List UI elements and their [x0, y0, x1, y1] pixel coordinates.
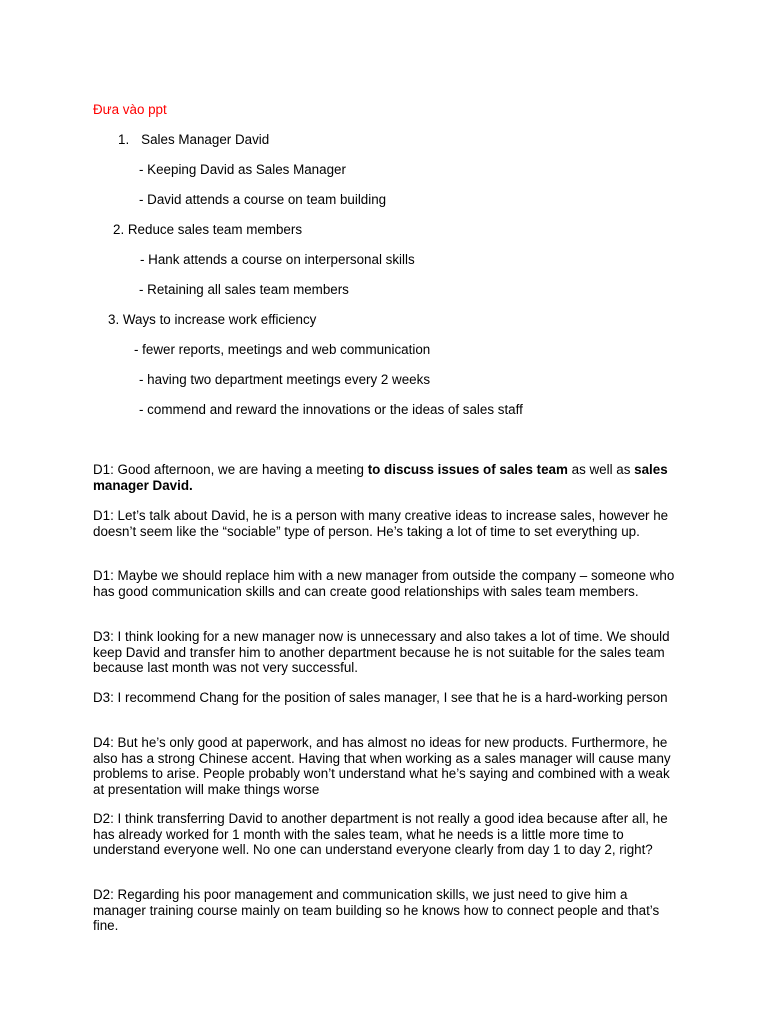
outline-section-1-bullet-1: - Keeping David as Sales Manager: [139, 162, 346, 177]
outline-section-2-bullet-1: - Hank attends a course on interpersonal skills: [140, 252, 415, 267]
outline-section-1-title: Sales Manager David: [141, 132, 270, 147]
dialogue-p1-emphasis-topic: to discuss issues of sales team: [367, 462, 568, 477]
outline-section-3: 3. Ways to increase work efficiency: [108, 312, 317, 327]
outline-section-1: [118, 132, 269, 148]
outline-section-3-bullet-1: - fewer reports, meetings and web communication: [134, 342, 431, 357]
dialogue-paragraph-7: D2: I think transferring David to another department is not really a good idea because after all, he has already worked for 1 month with the sales team, what he needs is a little more time to understand everyone well. No one can understand everyone clearly from day 1 to day 2, right?: [93, 811, 668, 858]
outline-section-3-bullet-3: - commend and reward the innovations or the ideas of sales staff: [139, 402, 523, 417]
outline-section-3-bullet-2: - having two department meetings every 2 weeks: [139, 372, 431, 387]
dialogue-p1-intro: D1: Good afternoon, we are having a meeting: [93, 462, 368, 477]
dialogue-paragraph-4: D3: I think looking for a new manager now is unnecessary and also takes a lot of time. We should keep David and transfer him to another department because he is not suitable for the sales team because last month was not very successful.: [93, 629, 670, 676]
outline-section-2: 2. Reduce sales team members: [113, 222, 303, 237]
outline-section-1-number: 1.: [118, 132, 130, 147]
document-heading: Đưa vào ppt: [93, 102, 167, 117]
dialogue-paragraph-1: [93, 462, 683, 493]
dialogue-p1-connector: as well as: [567, 462, 635, 477]
dialogue-paragraph-6: D4: But he’s only good at paperwork, and has almost no ideas for new products. Furthermore, he also has a strong Chinese accent. Having that when working as a sales manager will cause many problems to arise. People probably won’t understand what he’s saying and combined with a weak at presentation will make things worse: [93, 735, 671, 797]
dialogue-paragraph-2: D1: Let’s talk about David, he is a person with many creative ideas to increase sales, however he doesn’t seem like the “sociable” type of person. He’s taking a lot of time to set everything up.: [93, 508, 669, 539]
dialogue-paragraph-3: D1: Maybe we should replace him with a new manager from outside the company – someone who has good communication skills and can create good relationships with sales team members.: [93, 568, 675, 599]
dialogue-p1-emphasis-manager: sales manager David.: [93, 462, 668, 493]
outline-section-2-bullet-2: - Retaining all sales team members: [139, 282, 349, 297]
dialogue-paragraph-8: D2: Regarding his poor management and communication skills, we just need to give him a manager training course mainly on team building so he knows how to connect people and that’s fine.: [93, 887, 660, 934]
outline-section-1-bullet-2: - David attends a course on team building: [139, 192, 387, 207]
dialogue-paragraph-5: D3: I recommend Chang for the position of sales manager, I see that he is a hard-working person: [93, 690, 668, 705]
